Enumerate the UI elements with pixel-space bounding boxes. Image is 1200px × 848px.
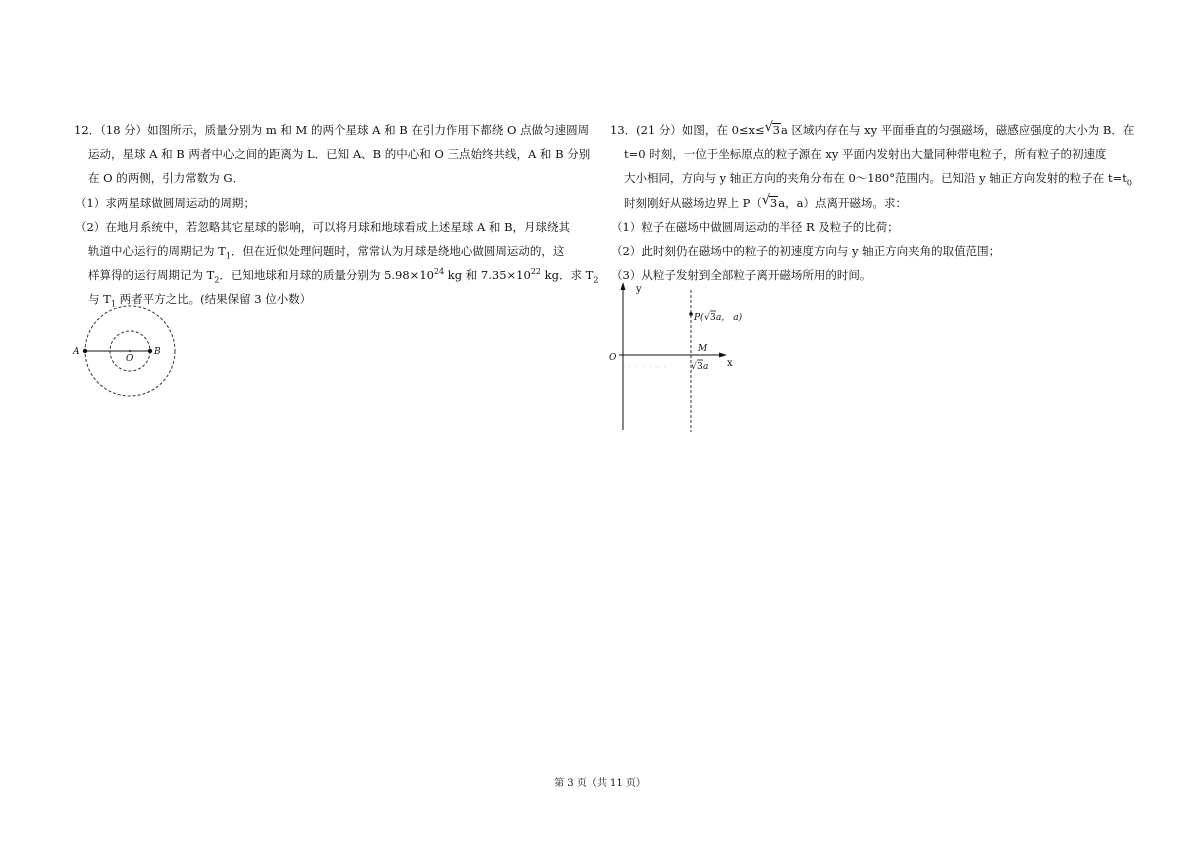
question-13 — [610, 118, 1135, 287]
tick-root-value: 3 — [697, 362, 703, 372]
superscript-24: 24 — [433, 267, 445, 277]
label-o: O — [126, 354, 134, 364]
label-a: A — [73, 347, 80, 357]
label-m: M — [698, 344, 708, 354]
page-footer: 第 3 页（共 11 页） — [554, 778, 646, 789]
q13-line-1 — [610, 118, 1135, 142]
sqrt-symbol: √ 3 — [764, 120, 780, 137]
q13-line-3 — [610, 166, 1135, 190]
y-axis-arrow-icon — [621, 282, 626, 290]
subscript-2: 2 — [214, 275, 220, 285]
label-y: y — [636, 284, 642, 295]
label-p-prefix: P( — [694, 313, 704, 323]
q12-text: kg 和 7.35×10 — [444, 268, 531, 283]
q13-part-1: （1）粒子在磁场中做圆周运动的半径 R 及粒子的比荷； — [611, 219, 899, 234]
label-b: B — [154, 347, 161, 357]
q13-text: 时刻刚好从磁场边界上 P（ — [624, 195, 762, 210]
sqrt-value: 3 — [772, 123, 780, 137]
point-p-dot — [689, 312, 693, 316]
subscript-1: 1 — [225, 251, 231, 261]
q12-part-2-line-1: （2）在地月系统中，若忽略其它星球的影响，可以将月球和地球看成上述星球 A 和 B，月球绕其 — [75, 219, 571, 234]
q12-text: ．但在近似处理问题时，常常认为月球是绕地心做圆周运动的，这 — [230, 243, 565, 258]
q13-part-3: （3）从粒子发射到全部粒子离开磁场所用的时间。 — [611, 268, 872, 283]
question-12 — [74, 118, 599, 312]
subscript-2: 2 — [593, 275, 599, 285]
x-axis-arrow-icon — [719, 353, 727, 358]
q12-line-2: 运动，星球 A 和 B 两者中心之间的距离为 L．已知 A、B 的中心和 O 三点始终共线，A 和 B 分别 — [88, 147, 591, 162]
q13-line-4 — [610, 191, 1135, 215]
q12-text: 与 T — [88, 292, 111, 307]
label-p-root-icon: √ — [704, 313, 710, 323]
q12-text: 两者平方之比。(结果保留 3 位小数） — [115, 292, 312, 307]
q13-text: 大小相同，方向与 y 轴正方向的夹角分布在 0～180°范围内。已知沿 y 轴正方向发射的粒子在 t=t — [624, 171, 1127, 186]
q12-part-2-line-2 — [74, 239, 594, 263]
q13-text: 13．(21 分）如图，在 0≤x≤ — [610, 123, 765, 137]
subscript-0: 0 — [1126, 178, 1132, 188]
q12-part-2-line-3 — [74, 263, 599, 287]
label-o: O — [609, 353, 617, 363]
q12-text: 轨道中心运行的周期记为 T — [88, 243, 226, 258]
q13-text: a，a）点离开磁场。求： — [778, 195, 907, 210]
subscript-1: 1 — [110, 299, 116, 309]
q12-part-1: （1）求两星球做圆周运动的周期； — [75, 195, 255, 210]
tick-unit: a — [703, 362, 709, 372]
star-b-dot — [148, 349, 152, 353]
q13-line-2: t=0 时刻，一位于坐标原点的粒子源在 xy 平面内发射出大量同种带电粒子，所有粒子的初速度 — [624, 147, 1107, 162]
q12-text: ．已知地球和月球的质量分别为 5.98×10 — [219, 268, 434, 283]
q13-text: a 区域内存在与 xy 平面垂直的匀强磁场，磁感应强度的大小为 B．在 — [780, 123, 1135, 137]
sqrt-symbol: √ 3 — [761, 192, 778, 210]
q12-text: kg．求 T — [541, 268, 594, 283]
label-x: x — [727, 358, 733, 369]
q12-line-3: 在 O 的两侧，引力常数为 G． — [88, 171, 245, 186]
superscript-22: 22 — [530, 267, 541, 277]
tick-root-icon: √ — [691, 362, 697, 372]
q12-text: 样算得的运行周期记为 T — [88, 268, 215, 283]
q12-line-1: 12．（18 分）如图所示，质量分别为 m 和 M 的两个星球 A 和 B 在引力作用下都绕 O 点做匀速圆周 — [74, 123, 590, 137]
center-dot — [129, 350, 131, 352]
label-p-suffix: a， a) — [716, 313, 743, 323]
q12-orbit-figure — [70, 300, 190, 400]
sqrt-value: 3 — [769, 195, 778, 210]
label-p-root-value: 3 — [710, 313, 716, 323]
q13-coordinate-figure — [605, 280, 775, 435]
star-a-dot — [83, 349, 87, 353]
q13-part-2: （2）此时刻仍在磁场中的粒子的初速度方向与 y 轴正方向夹角的取值范围； — [611, 243, 1001, 258]
